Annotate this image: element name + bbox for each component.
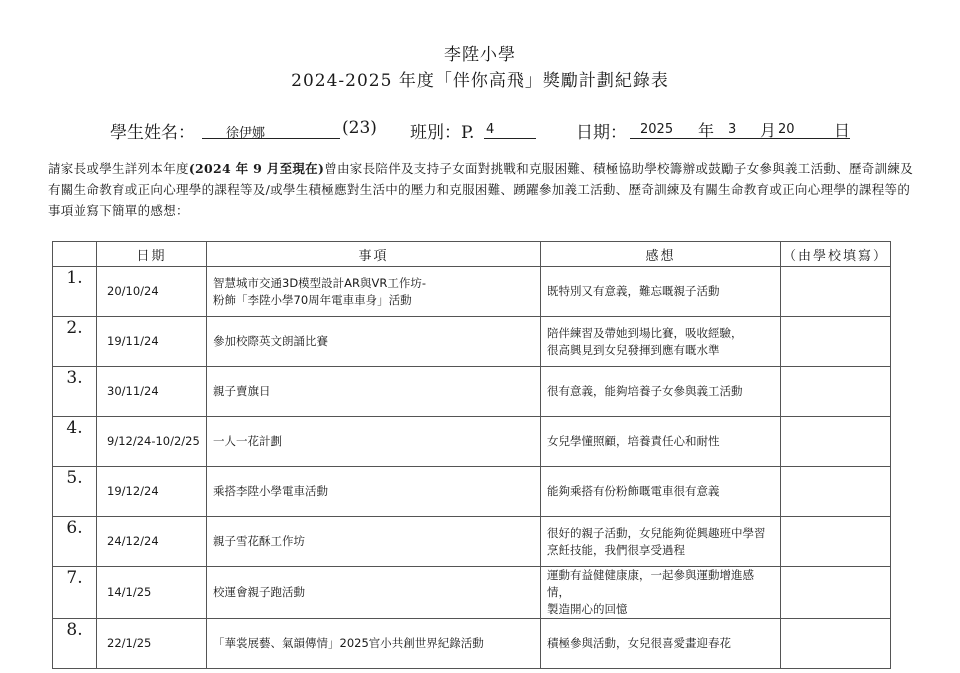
- row-thought-line: 很好的親子活動，女兒能夠從興趣班中學習: [547, 525, 766, 540]
- day-unit: 日: [834, 121, 851, 140]
- instructions-prefix: 請家長或學生詳列本年度: [48, 161, 189, 176]
- table-row: [53, 567, 891, 619]
- row-item-line: 乘搭李陞小學電車活動: [213, 484, 328, 498]
- row-thought-line: 烹飪技能，我們很享受過程: [547, 542, 685, 557]
- name-label: 學生姓名：: [110, 123, 195, 143]
- row-item: [207, 417, 541, 467]
- student-info-line: [110, 118, 870, 144]
- row-thought: [541, 417, 781, 467]
- class-label: 班別：P.: [410, 123, 475, 143]
- school-name: 李陞小學: [444, 45, 516, 65]
- row-date: 24/12/24: [97, 517, 207, 567]
- date-month: 3: [728, 122, 737, 137]
- row-date: 14/1/25: [97, 567, 207, 619]
- row-thought-line: 能夠乘搭有份粉飾嘅電車很有意義: [547, 484, 720, 498]
- row-item-line: 一人一花計劃: [213, 434, 282, 448]
- row-item-line: 智慧城市交通3D模型設計AR與VR工作坊-: [213, 275, 427, 290]
- year-unit: 年: [698, 121, 715, 140]
- row-thought: [541, 619, 781, 669]
- row-thought: [541, 567, 781, 619]
- row-school-use: [781, 517, 891, 567]
- student-number: (23): [342, 118, 377, 138]
- row-school-use: [781, 467, 891, 517]
- row-thought-line: 很有意義，能夠培養子女參與義工活動: [547, 384, 743, 398]
- row-number: 1.: [53, 267, 97, 317]
- row-number: 5.: [53, 467, 97, 517]
- name-value: 徐伊娜: [226, 126, 266, 141]
- row-thought: [541, 467, 781, 517]
- row-number: 7.: [53, 567, 97, 619]
- row-thought: [541, 267, 781, 317]
- activity-log-table: [52, 241, 891, 669]
- row-school-use: [781, 267, 891, 317]
- month-unit: 月: [760, 121, 777, 140]
- row-date: 19/12/24: [97, 467, 207, 517]
- row-thought: [541, 317, 781, 367]
- date-field: [630, 120, 850, 139]
- row-school-use: [781, 619, 891, 669]
- row-thought-line: 製造開心的回憶: [547, 602, 628, 616]
- row-number: 4.: [53, 417, 97, 467]
- row-school-use: [781, 317, 891, 367]
- table-row: [53, 417, 891, 467]
- instructions-period: (2024 年 9 月至現在): [188, 161, 325, 176]
- row-item: [207, 567, 541, 619]
- row-thought-line: 陪伴練習及帶她到場比賽，吸收經驗，: [547, 325, 743, 340]
- date-label: 日期：: [576, 123, 627, 143]
- row-item: [207, 367, 541, 417]
- row-school-use: [781, 567, 891, 619]
- row-date: 22/1/25: [97, 619, 207, 669]
- row-item-line: 參加校際英文朗誦比賽: [213, 334, 328, 348]
- row-school-use: [781, 367, 891, 417]
- table-row: [53, 467, 891, 517]
- row-item: [207, 467, 541, 517]
- row-number: 8.: [53, 619, 97, 669]
- table-row: [53, 267, 891, 317]
- row-thought-line: 積極參與活動，女兒很喜愛畫迎春花: [547, 636, 731, 650]
- row-item: [207, 619, 541, 669]
- row-school-use: [781, 417, 891, 467]
- row-thought-line: 運動有益健健康康，一起參與運動增進感情，: [547, 568, 754, 599]
- row-thought-line: 女兒學懂照顧，培養責任心和耐性: [547, 434, 720, 448]
- class-value: 4: [486, 122, 495, 137]
- header-school-use: （由學校填寫）: [781, 242, 891, 267]
- row-thought-line: 既特別又有意義，難忘嘅親子活動: [547, 284, 720, 298]
- row-item-line: 親子雪花酥工作坊: [213, 534, 305, 548]
- instructions: [48, 158, 920, 221]
- header-number: [53, 242, 97, 267]
- table-row: [53, 317, 891, 367]
- row-item-line: 校運會親子跑活動: [213, 585, 305, 599]
- header-date: 日期: [97, 242, 207, 267]
- form-title: 2024-2025 年度「伴你高飛」獎勵計劃紀錄表: [291, 71, 669, 91]
- table-header-row: [53, 242, 891, 267]
- name-field: [202, 120, 340, 139]
- class-field: [484, 120, 536, 139]
- date-day: 20: [778, 122, 795, 137]
- row-item: [207, 517, 541, 567]
- row-thought-line: 很高興見到女兒發揮到應有嘅水準: [547, 342, 720, 357]
- instructions-body: 曾由家長陪伴及支持子女面對挑戰和克服困難、積極協助學校籌辦或鼓勵子女參與義工活動、歷奇訓練及有關生命教育或正向心理學的課程等及/或學生積極應對生活中的壓力和克服困難、踴躍參加義工活動、歷奇訓練及有關生命教育或正向心理學的課程等的事項並寫下簡單的感想：: [48, 161, 913, 218]
- row-item-line: 「華裳展藝、氣韻傳情」2025官小共創世界紀錄活動: [213, 636, 484, 650]
- table-body: [53, 267, 891, 669]
- header-item: 事項: [207, 242, 541, 267]
- row-date: 30/11/24: [97, 367, 207, 417]
- row-item: [207, 317, 541, 367]
- row-number: 3.: [53, 367, 97, 417]
- table-row: [53, 619, 891, 669]
- table-row: [53, 517, 891, 567]
- row-date: 9/12/24-10/2/25: [97, 417, 207, 467]
- row-thought: [541, 517, 781, 567]
- header-thought: 感想: [541, 242, 781, 267]
- row-item-line: 親子賣旗日: [213, 384, 271, 398]
- date-year: 2025: [640, 122, 674, 137]
- row-number: 2.: [53, 317, 97, 367]
- row-date: 20/10/24: [97, 267, 207, 317]
- row-number: 6.: [53, 517, 97, 567]
- table-row: [53, 367, 891, 417]
- row-date: 19/11/24: [97, 317, 207, 367]
- row-thought: [541, 367, 781, 417]
- row-item: [207, 267, 541, 317]
- row-item-line: 粉飾「李陞小學70周年電車車身」活動: [213, 292, 412, 307]
